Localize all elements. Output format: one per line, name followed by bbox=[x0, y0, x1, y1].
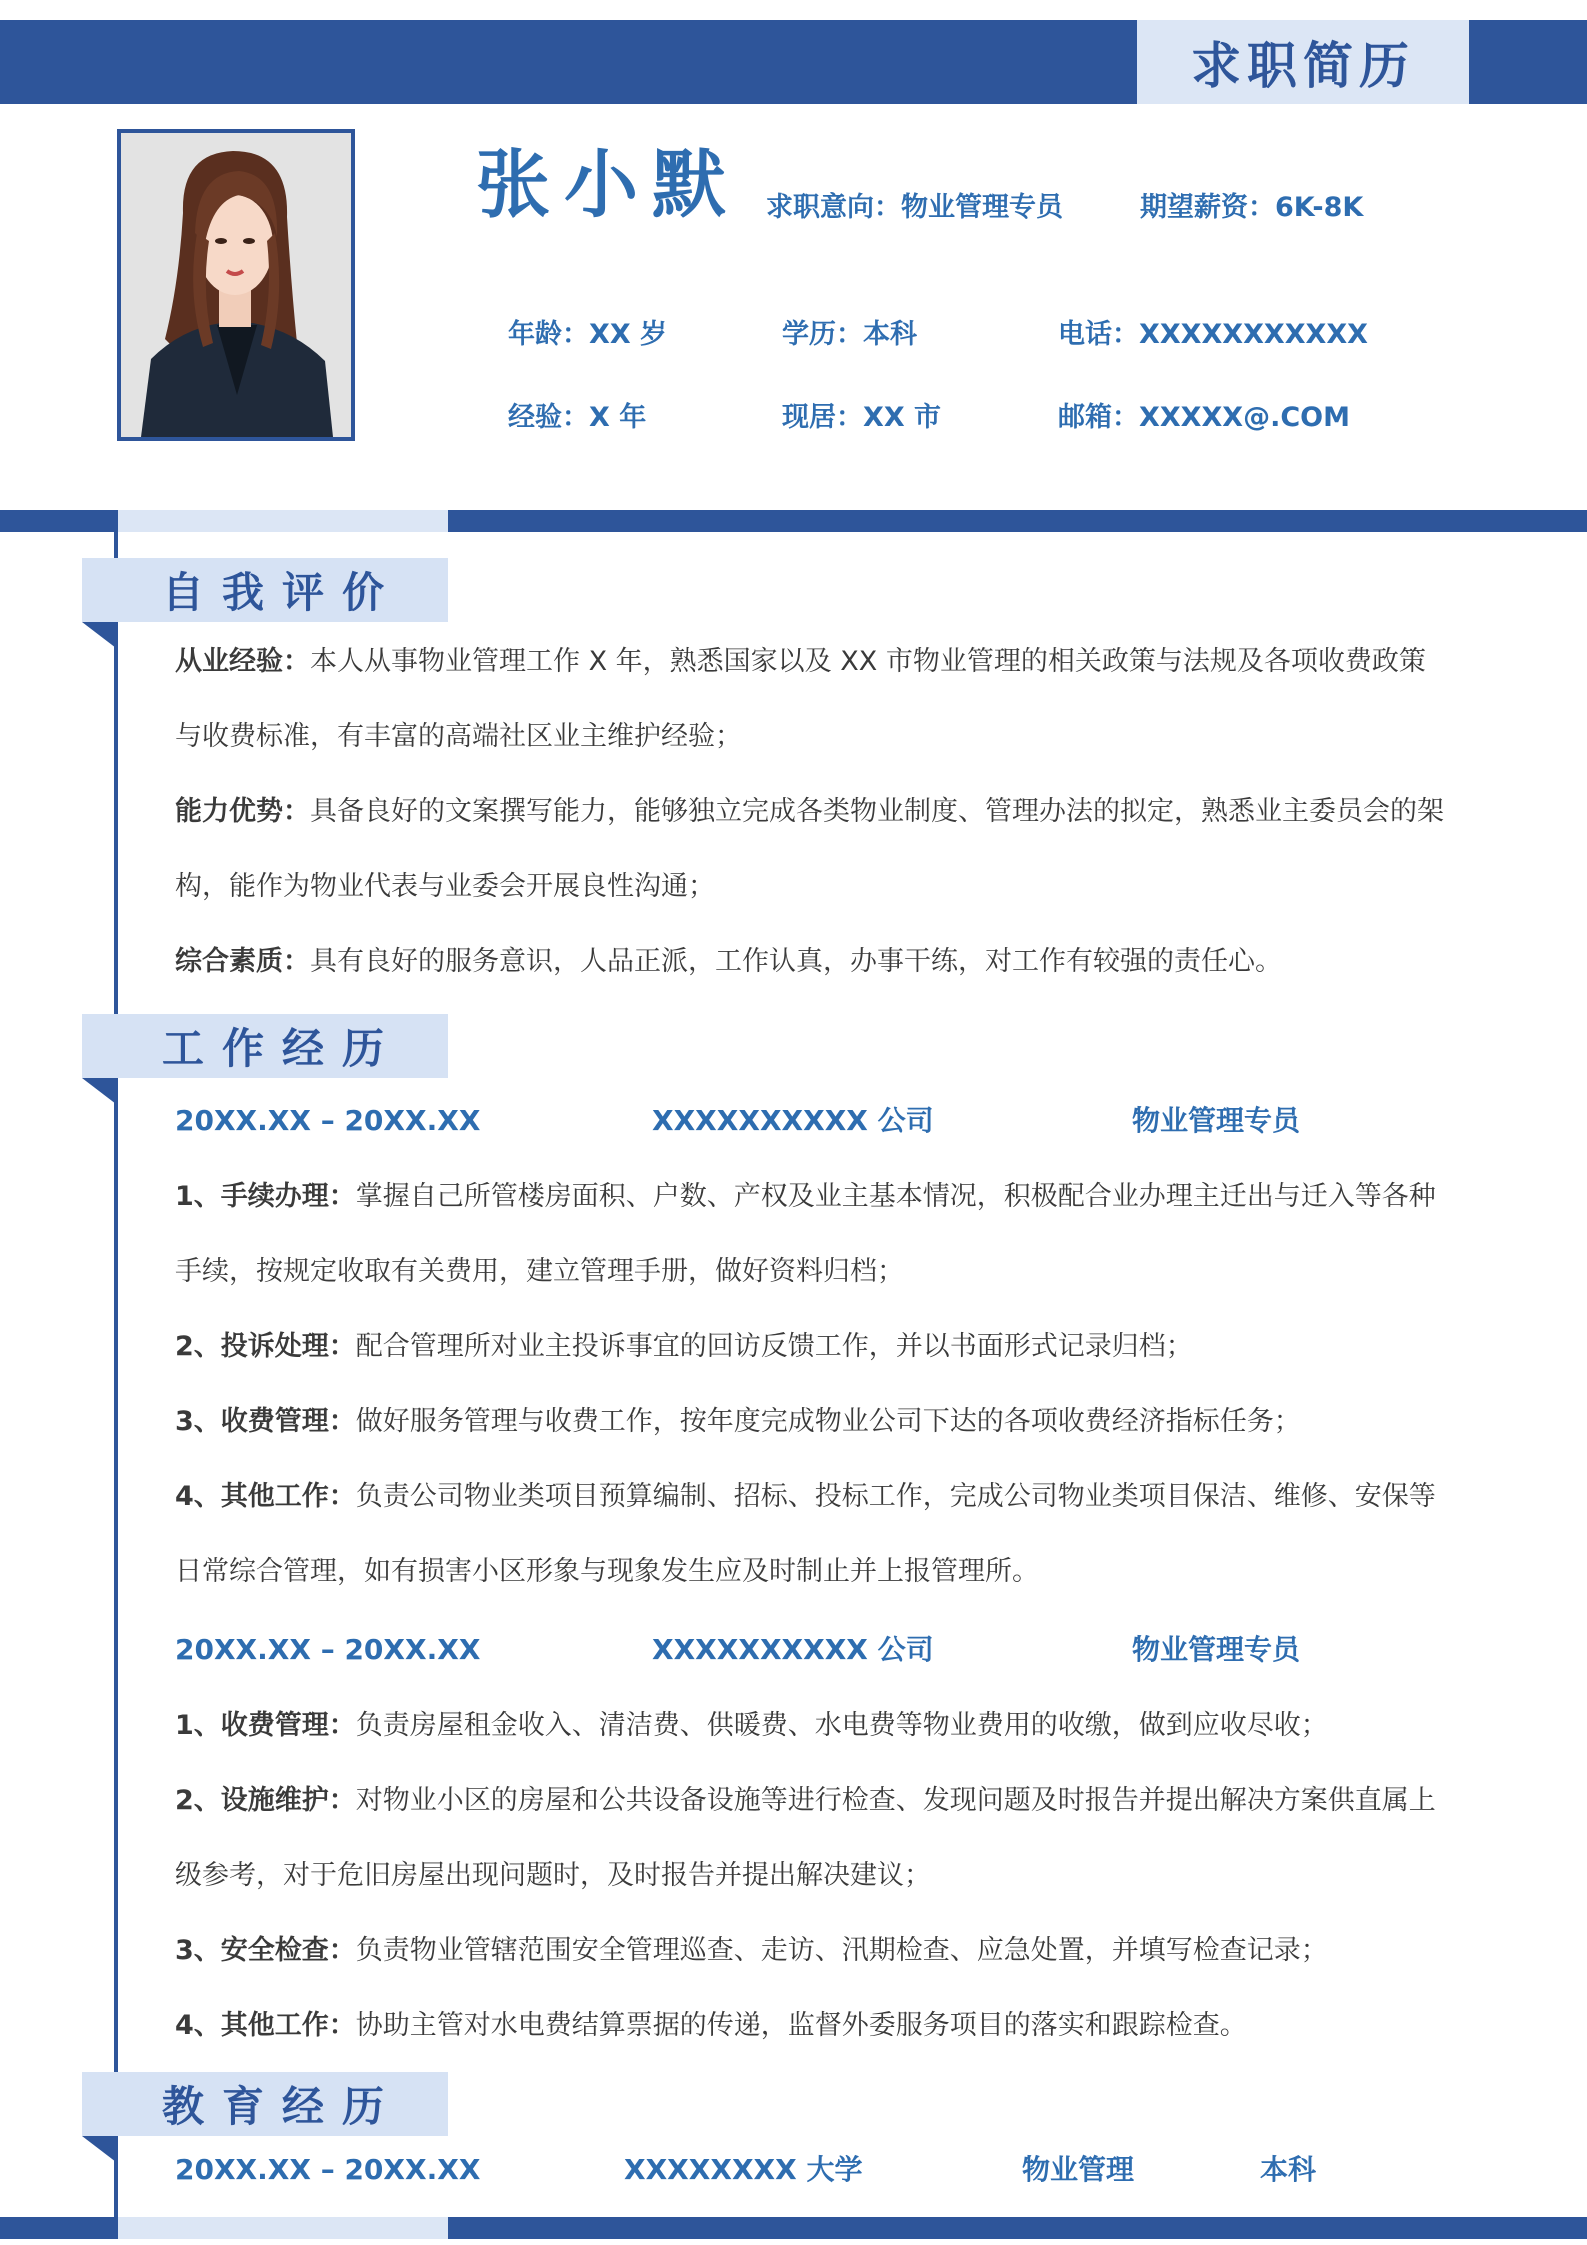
age: 年龄：XX 岁 bbox=[508, 319, 668, 350]
item-label: 2、投诉处理： bbox=[175, 1331, 356, 1362]
current-residence: 现居：XX 市 bbox=[782, 402, 942, 433]
job-duty-item bbox=[175, 1763, 1450, 1913]
job-role: 物业管理专员 bbox=[1132, 1104, 1301, 1137]
item-text: 对物业小区的房屋和公共设备设施等进行检查、发现问题及时报告并提出解决方案供直属上级参考，对于危旧房屋出现问题时，及时报告并提出解决建议； bbox=[175, 1785, 1436, 1891]
item-text: 具有良好的服务意识，人品正派，工作认真，办事干练，对工作有较强的责任心。 bbox=[310, 946, 1282, 977]
job-period: 20XX.XX – 20XX.XX bbox=[175, 1104, 481, 1137]
phone: 电话：XXXXXXXXXXX bbox=[1058, 319, 1368, 350]
job-company: XXXXXXXXXX 公司 bbox=[652, 1633, 934, 1666]
education-major: 物业管理 bbox=[1022, 2153, 1135, 2186]
job-role: 物业管理专员 bbox=[1132, 1633, 1301, 1666]
item-label: 4、其他工作： bbox=[175, 2010, 356, 2041]
item-text: 负责房屋租金收入、清洁费、供暖费、水电费等物业费用的收缴，做到应收尽收； bbox=[355, 1710, 1328, 1741]
self-eval-item bbox=[175, 924, 1450, 999]
item-label: 3、收费管理： bbox=[175, 1406, 356, 1437]
section-header-work: 工作经历 bbox=[82, 1014, 448, 1078]
item-label: 1、手续办理： bbox=[175, 1181, 356, 1212]
work-experience-years: 经验：X 年 bbox=[508, 402, 647, 433]
job-company: XXXXXXXXXX 公司 bbox=[652, 1104, 934, 1137]
item-text: 掌握自己所管楼房面积、户数、产权及业主基本情况，积极配合业办理主迁出与迁入等各种手续，按规定收取有关费用，建立管理手册，做好资料归档； bbox=[175, 1181, 1436, 1287]
item-text: 配合管理所对业主投诉事宜的回访反馈工作，并以书面形式记录归档； bbox=[355, 1331, 1193, 1362]
job-duty-item bbox=[175, 1159, 1450, 1309]
expected-salary: 期望薪资：6K-8K bbox=[1140, 192, 1364, 223]
item-text: 具备良好的文案撰写能力，能够独立完成各类物业制度、管理办法的拟定，熟悉业主委员会的架构，能作为物业代表与业委会开展良性沟通； bbox=[175, 796, 1444, 902]
education-level: 学历：本科 bbox=[782, 319, 917, 350]
portrait-illustration bbox=[121, 133, 351, 437]
education-degree: 本科 bbox=[1260, 2153, 1317, 2186]
item-label: 1、收费管理： bbox=[175, 1710, 356, 1741]
section-marker bbox=[82, 622, 116, 648]
job-objective: 求职意向：物业管理专员 bbox=[766, 192, 1063, 223]
item-text: 负责公司物业类项目预算编制、招标、投标工作，完成公司物业类项目保洁、维修、安保等日常综合管理，如有损害小区形象与现象发生应及时制止并上报管理所。 bbox=[175, 1481, 1436, 1587]
self-eval-item bbox=[175, 624, 1450, 774]
item-text: 负责物业管辖范围安全管理巡查、走访、汛期检查、应急处置，并填写检查记录； bbox=[355, 1935, 1328, 1966]
item-label: 3、安全检查： bbox=[175, 1935, 356, 1966]
section-marker bbox=[82, 2136, 116, 2162]
item-label: 从业经验： bbox=[175, 646, 310, 677]
item-label: 能力优势： bbox=[175, 796, 310, 827]
bottom-band-accent bbox=[118, 2217, 448, 2239]
job-duty-item bbox=[175, 1988, 1450, 2063]
job-duty-item bbox=[175, 1459, 1450, 1609]
email: 邮箱：XXXXX@.COM bbox=[1058, 402, 1350, 433]
item-text: 做好服务管理与收费工作，按年度完成物业公司下达的各项收费经济指标任务； bbox=[355, 1406, 1301, 1437]
timeline-line bbox=[114, 532, 118, 2217]
item-label: 2、设施维护： bbox=[175, 1785, 356, 1816]
self-eval-item bbox=[175, 774, 1450, 924]
job-duty-item bbox=[175, 1688, 1450, 1763]
job-duty-item bbox=[175, 1913, 1450, 1988]
item-label: 综合素质： bbox=[175, 946, 310, 977]
item-label: 4、其他工作： bbox=[175, 1481, 356, 1512]
item-text: 协助主管对水电费结算票据的传递，监督外委服务项目的落实和跟踪检查。 bbox=[355, 2010, 1247, 2041]
job-duty-item bbox=[175, 1309, 1450, 1384]
document-title: 求职简历 bbox=[1137, 20, 1469, 104]
job-period: 20XX.XX – 20XX.XX bbox=[175, 1633, 481, 1666]
section-marker bbox=[82, 1078, 116, 1104]
profile-photo bbox=[117, 129, 355, 441]
divider-band-accent bbox=[118, 510, 448, 532]
section-header-self-eval: 自我评价 bbox=[82, 558, 448, 622]
education-school: XXXXXXXX 大学 bbox=[624, 2153, 863, 2186]
section-header-education: 教育经历 bbox=[82, 2072, 448, 2136]
candidate-name: 张小默 bbox=[476, 142, 740, 228]
item-text: 本人从事物业管理工作 X 年，熟悉国家以及 XX 市物业管理的相关政策与法规及各项收费政策与收费标准，有丰富的高端社区业主维护经验； bbox=[175, 646, 1426, 752]
education-period: 20XX.XX – 20XX.XX bbox=[175, 2153, 481, 2186]
job-duty-item bbox=[175, 1384, 1450, 1459]
